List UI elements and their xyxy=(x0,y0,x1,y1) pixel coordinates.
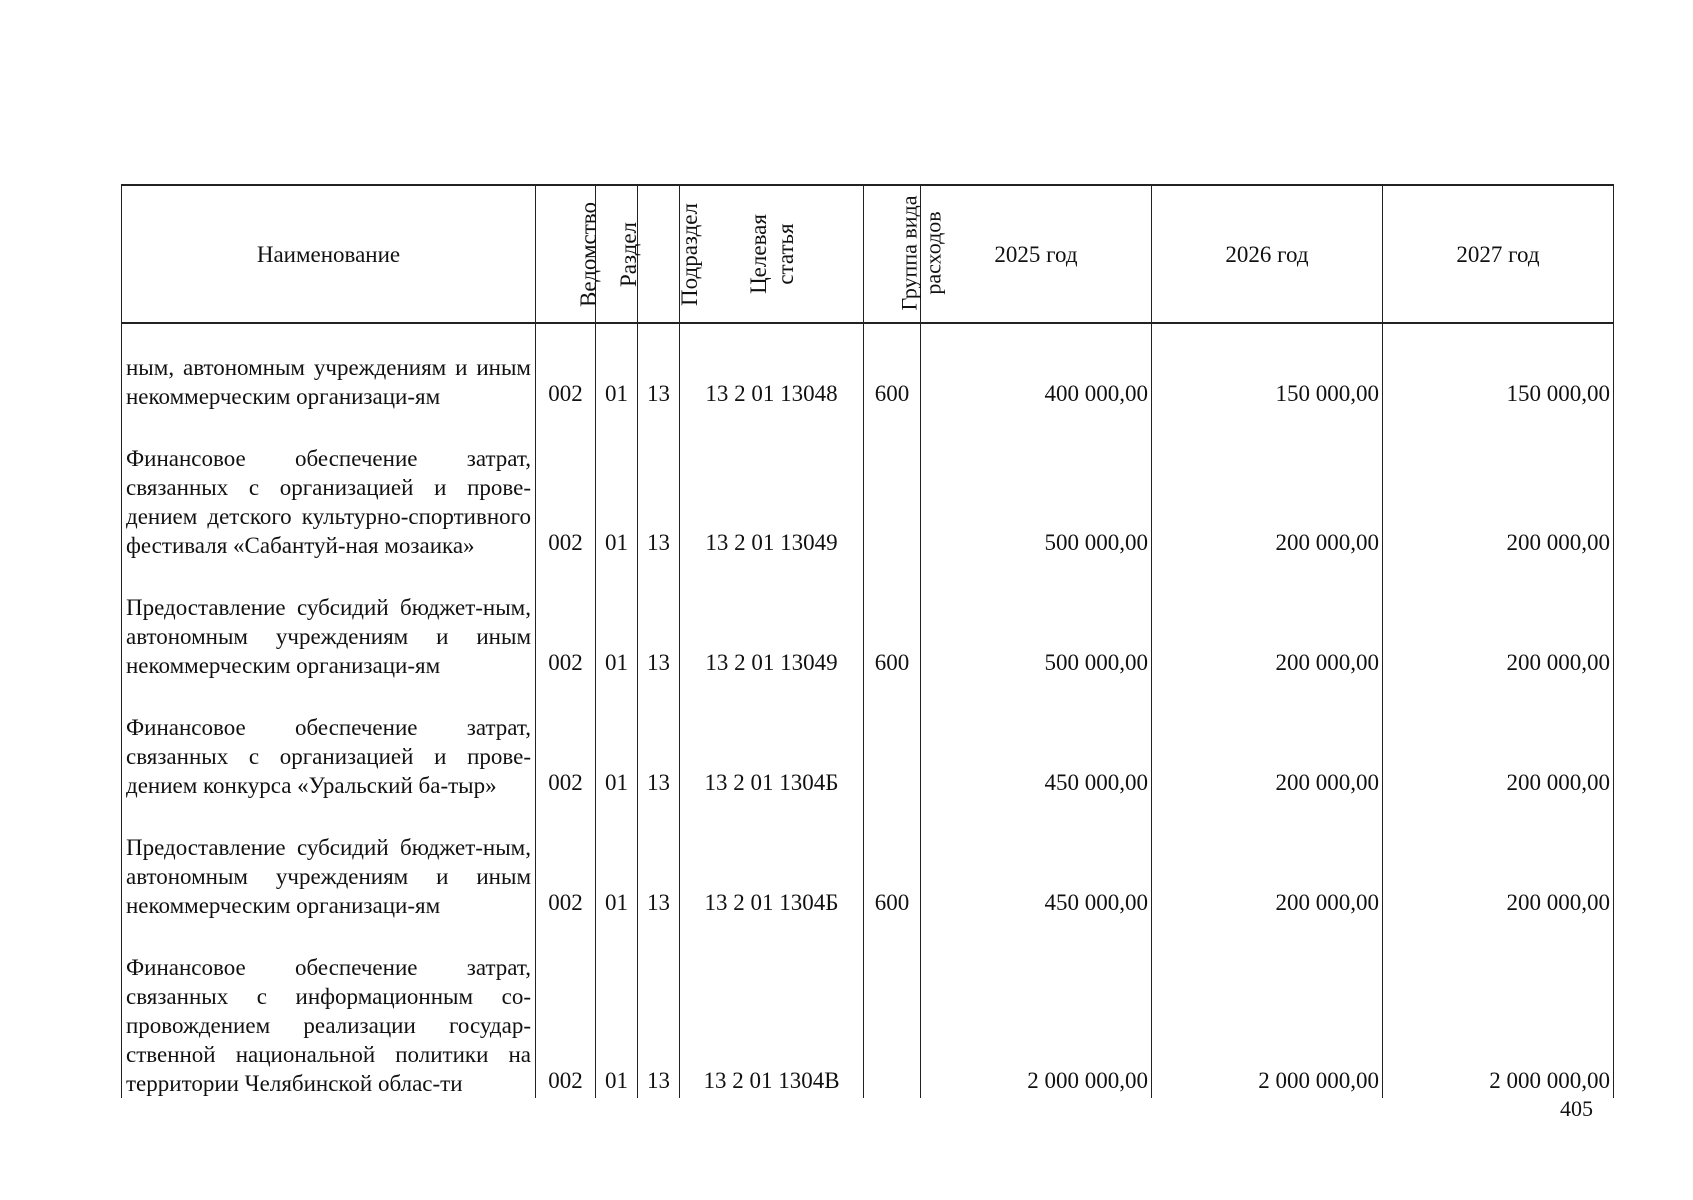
row-expense-group: 600 xyxy=(864,800,921,920)
table-row xyxy=(122,560,1614,680)
row-target-article: 13 2 01 13048 xyxy=(680,323,864,411)
header-target-article: Целевая статья xyxy=(680,185,864,323)
row-expense-group xyxy=(864,680,921,800)
row-amount-2026: 200 000,00 xyxy=(1152,680,1383,800)
row-section: 01 xyxy=(596,411,638,560)
row-subsection: 13 xyxy=(638,920,680,1098)
row-amount-2026: 200 000,00 xyxy=(1152,411,1383,560)
row-target-article: 13 2 01 13049 xyxy=(680,560,864,680)
row-expense-group: 600 xyxy=(864,323,921,411)
table-row xyxy=(122,800,1614,920)
header-expense-group: Группа вида расходов xyxy=(864,185,921,323)
row-amount-2025: 2 000 000,00 xyxy=(921,920,1152,1098)
row-section: 01 xyxy=(596,920,638,1098)
row-expense-group: 600 xyxy=(864,560,921,680)
header-year-2027: 2027 год xyxy=(1383,185,1614,323)
row-section: 01 xyxy=(596,800,638,920)
row-amount-2027: 2 000 000,00 xyxy=(1383,920,1614,1098)
row-amount-2026: 200 000,00 xyxy=(1152,800,1383,920)
header-name: Наименование xyxy=(122,185,536,323)
row-amount-2027: 200 000,00 xyxy=(1383,560,1614,680)
row-target-article: 13 2 01 1304Б xyxy=(680,680,864,800)
row-amount-2027: 200 000,00 xyxy=(1383,411,1614,560)
header-subsection: Подраздел xyxy=(638,185,680,323)
row-amount-2025: 500 000,00 xyxy=(921,560,1152,680)
row-department: 002 xyxy=(536,920,596,1098)
row-name: Финансовое обеспечение затрат, связанных с организацией и прове-дением детского культурно-спортивного фестиваля «Сабантуй-ная мозаика» xyxy=(122,411,536,560)
row-target-article: 13 2 01 1304В xyxy=(680,920,864,1098)
row-amount-2026: 200 000,00 xyxy=(1152,560,1383,680)
row-amount-2027: 150 000,00 xyxy=(1383,323,1614,411)
row-section: 01 xyxy=(596,560,638,680)
row-name: Финансовое обеспечение затрат, связанных с организацией и прове-дением конкурса «Уральский ба-тыр» xyxy=(122,680,536,800)
row-amount-2025: 450 000,00 xyxy=(921,680,1152,800)
row-subsection: 13 xyxy=(638,323,680,411)
table-header-row xyxy=(122,185,1614,323)
table-row xyxy=(122,680,1614,800)
row-subsection: 13 xyxy=(638,411,680,560)
header-section: Раздел xyxy=(596,185,638,323)
row-section: 01 xyxy=(596,680,638,800)
row-section: 01 xyxy=(596,323,638,411)
header-department: Ведомство xyxy=(536,185,596,323)
budget-table xyxy=(121,184,1614,1098)
row-name: Предоставление субсидий бюджет-ным, автономным учреждениям и иным некоммерческим организаци-ям xyxy=(122,800,536,920)
row-amount-2025: 400 000,00 xyxy=(921,323,1152,411)
row-amount-2027: 200 000,00 xyxy=(1383,680,1614,800)
row-amount-2026: 2 000 000,00 xyxy=(1152,920,1383,1098)
row-subsection: 13 xyxy=(638,560,680,680)
table-row xyxy=(122,323,1614,411)
row-department: 002 xyxy=(536,800,596,920)
header-year-2025: 2025 год xyxy=(921,185,1152,323)
row-target-article: 13 2 01 13049 xyxy=(680,411,864,560)
row-department: 002 xyxy=(536,323,596,411)
row-subsection: 13 xyxy=(638,800,680,920)
row-expense-group xyxy=(864,920,921,1098)
row-name: Предоставление субсидий бюджет-ным, автономным учреждениям и иным некоммерческим организаци-ям xyxy=(122,560,536,680)
page-number: 405 xyxy=(1560,1096,1593,1121)
table-row xyxy=(122,411,1614,560)
row-name: ным, автономным учреждениям и иным некоммерческим организаци-ям xyxy=(122,323,536,411)
row-target-article: 13 2 01 1304Б xyxy=(680,800,864,920)
row-subsection: 13 xyxy=(638,680,680,800)
row-expense-group xyxy=(864,411,921,560)
row-department: 002 xyxy=(536,680,596,800)
table-row xyxy=(122,920,1614,1098)
row-amount-2027: 200 000,00 xyxy=(1383,800,1614,920)
row-amount-2025: 500 000,00 xyxy=(921,411,1152,560)
row-amount-2025: 450 000,00 xyxy=(921,800,1152,920)
row-name: Финансовое обеспечение затрат, связанных с информационным со-провождением реализации государ-ственной национальной политики на территории Челябинской облас-ти xyxy=(122,920,536,1098)
row-department: 002 xyxy=(536,411,596,560)
row-amount-2026: 150 000,00 xyxy=(1152,323,1383,411)
header-year-2026: 2026 год xyxy=(1152,185,1383,323)
row-department: 002 xyxy=(536,560,596,680)
